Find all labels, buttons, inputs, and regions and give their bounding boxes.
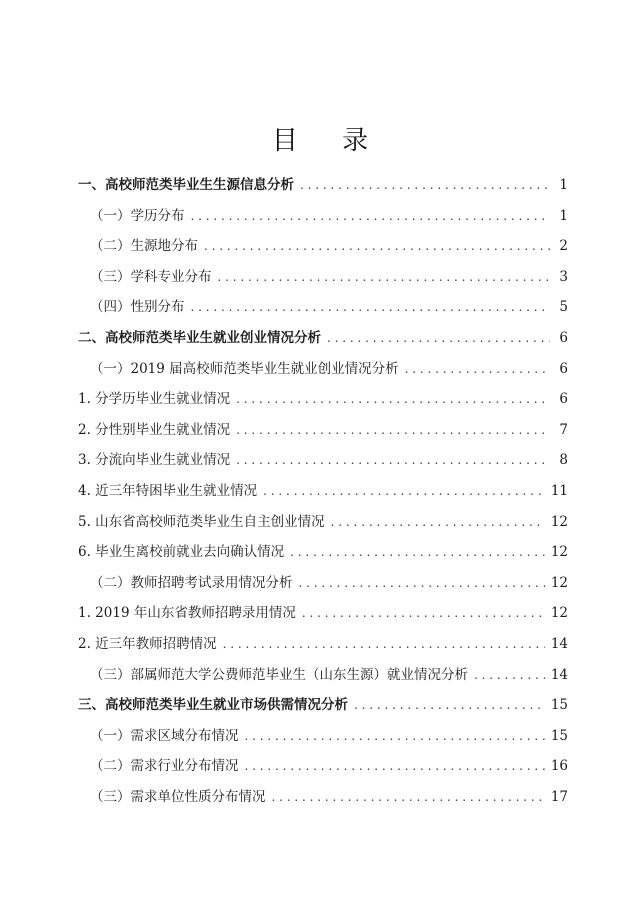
toc-entry[interactable] <box>78 751 568 782</box>
page-title: 目 录 <box>271 126 387 157</box>
toc-entry-page-number: 12 <box>550 513 568 530</box>
toc-entry-label: 一、高校师范类毕业生生源信息分析 <box>78 177 294 193</box>
toc-entry[interactable] <box>78 231 568 262</box>
toc-entry[interactable] <box>78 507 568 538</box>
toc-entry[interactable] <box>78 384 568 415</box>
toc-entry-page-number: 6 <box>559 329 568 346</box>
toc-entry-page-number: 15 <box>550 697 568 714</box>
toc-dot-leader <box>236 384 550 415</box>
toc-entry[interactable] <box>78 354 568 385</box>
toc-dot-leader <box>272 782 545 813</box>
toc-dot-leader <box>218 262 551 293</box>
toc-entry[interactable] <box>78 660 568 691</box>
toc-entry-label: 2. 近三年教师招聘情况 <box>78 635 217 652</box>
toc-entry-label: （一）学历分布 <box>90 207 185 224</box>
toc-dot-leader <box>302 598 545 629</box>
toc-entry-page-number: 14 <box>550 635 568 652</box>
toc-entry-label: 二、高校师范类毕业生就业创业情况分析 <box>78 329 321 346</box>
toc-entry[interactable] <box>78 323 568 354</box>
toc-entry-label: （三）学科专业分布 <box>90 268 212 285</box>
toc-entry-label: （一）需求区域分布情况 <box>90 727 239 744</box>
toc-entry-label: 5. 山东省高校师范类毕业生自主创业情况 <box>78 513 325 530</box>
toc-entry[interactable] <box>78 262 568 293</box>
toc-dot-leader <box>331 507 545 538</box>
toc-entry-label: （二）教师招聘考试录用情况分析 <box>90 574 293 591</box>
toc-dot-leader <box>236 415 550 446</box>
toc-entry[interactable] <box>78 292 568 323</box>
toc-entry[interactable] <box>78 476 568 507</box>
toc-entry-label: （一）2019 届高校师范类毕业生就业创业情况分析 <box>90 360 399 377</box>
toc-entry-page-number: 1 <box>559 207 568 224</box>
toc-entry-page-number: 14 <box>550 666 568 683</box>
toc-entry-label: （三）部属师范大学公费师范毕业生（山东生源）就业情况分析 <box>90 666 468 683</box>
toc-entry-label: 2. 分性别毕业生就业情况 <box>78 421 231 438</box>
toc-dot-leader <box>300 170 550 201</box>
toc-entry[interactable] <box>78 170 568 201</box>
toc-entry-label: 1. 分学历毕业生就业情况 <box>78 391 231 408</box>
toc-entry[interactable] <box>78 690 568 721</box>
toc-dot-leader <box>327 323 550 354</box>
toc-entry-label: 三、高校师范类毕业生就业市场供需情况分析 <box>78 697 348 714</box>
toc-dot-leader <box>191 292 551 323</box>
toc-entry-label: 4. 近三年特困毕业生就业情况 <box>78 482 258 499</box>
toc-entry[interactable] <box>78 445 568 476</box>
toc-entry-page-number: 6 <box>559 360 568 377</box>
toc-dot-leader <box>191 201 551 232</box>
toc-dot-leader <box>263 476 545 507</box>
toc-dot-leader <box>354 690 545 721</box>
toc-entry-label: 3. 分流向毕业生就业情况 <box>78 452 231 469</box>
toc-entry-page-number: 12 <box>550 605 568 622</box>
table-of-contents <box>78 170 568 812</box>
toc-entry[interactable] <box>78 201 568 232</box>
toc-entry[interactable] <box>78 415 568 446</box>
toc-entry-page-number: 6 <box>559 391 568 408</box>
toc-entry-page-number: 16 <box>550 758 568 775</box>
toc-dot-leader <box>245 751 545 782</box>
toc-dot-leader <box>474 660 545 691</box>
toc-entry[interactable] <box>78 568 568 599</box>
toc-entry-page-number: 12 <box>550 574 568 591</box>
toc-entry-page-number: 7 <box>559 421 568 438</box>
toc-entry-label: （二）需求行业分布情况 <box>90 758 239 775</box>
toc-dot-leader <box>299 568 545 599</box>
toc-entry-page-number: 11 <box>550 482 568 499</box>
toc-entry-page-number: 1 <box>559 177 568 193</box>
toc-entry-label: 1. 2019 年山东省教师招聘录用情况 <box>78 605 296 622</box>
toc-entry-page-number: 3 <box>559 268 568 285</box>
toc-entry[interactable] <box>78 629 568 660</box>
toc-entry[interactable] <box>78 721 568 752</box>
toc-entry-page-number: 17 <box>550 788 568 805</box>
toc-entry-label: （四）性别分布 <box>90 299 185 316</box>
toc-entry[interactable] <box>78 598 568 629</box>
toc-entry-label: （二）生源地分布 <box>90 238 198 255</box>
toc-dot-leader <box>236 445 550 476</box>
toc-entry-page-number: 12 <box>550 544 568 561</box>
toc-entry[interactable] <box>78 782 568 813</box>
toc-dot-leader <box>223 629 545 660</box>
toc-entry-page-number: 2 <box>559 238 568 255</box>
toc-dot-leader <box>290 537 545 568</box>
toc-entry[interactable] <box>78 537 568 568</box>
toc-entry-label: 6. 毕业生离校前就业去向确认情况 <box>78 544 285 561</box>
toc-dot-leader <box>405 354 550 385</box>
toc-entry-page-number: 15 <box>550 727 568 744</box>
toc-entry-page-number: 8 <box>559 452 568 469</box>
toc-dot-leader <box>204 231 550 262</box>
toc-dot-leader <box>245 721 545 752</box>
toc-entry-page-number: 5 <box>559 299 568 316</box>
toc-entry-label: （三）需求单位性质分布情况 <box>90 788 266 805</box>
